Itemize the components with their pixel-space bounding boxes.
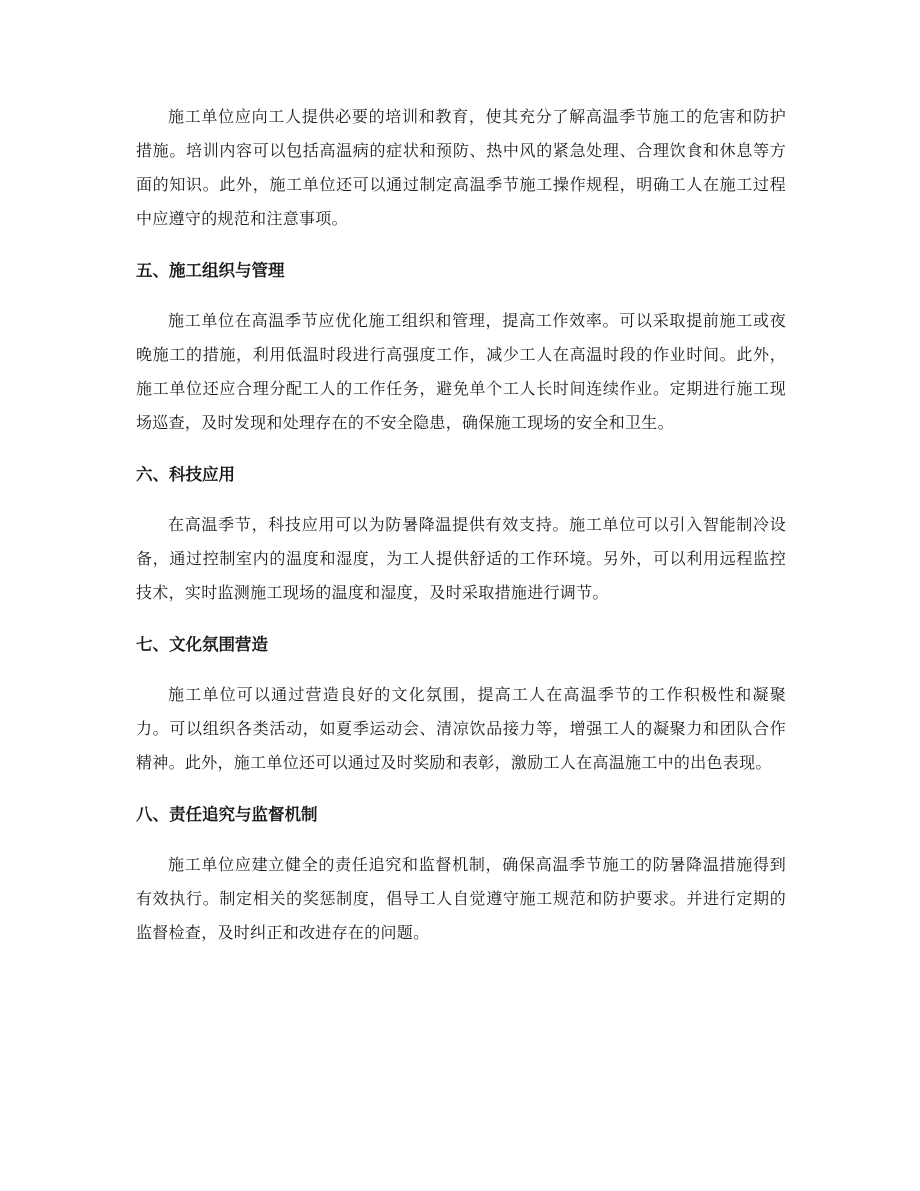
section-paragraph: 施工单位应建立健全的责任追究和监督机制，确保高温季节施工的防暑降温措施得到有效执行。制定相关的奖惩制度，倡导工人自觉遵守施工规范和防护要求。并进行定期的监督检查，及时纠正和改进存在的问题。 <box>136 855 786 942</box>
section-7 <box>136 628 786 780</box>
section-heading: 五、施工组织与管理 <box>136 261 285 280</box>
intro-paragraph: 施工单位应向工人提供必要的培训和教育，使其充分了解高温季节施工的危害和防护措施。培训内容可以包括高温病的症状和预防、热中风的紧急处理、合理饮食和休息等方面的知识。此外，施工单位还可以通过制定高温季节施工操作规程，明确工人在施工过程中应遵守的规范和注意事项。 <box>136 107 786 228</box>
section-paragraph: 施工单位可以通过营造良好的文化氛围，提高工人在高温季节的工作积极性和凝聚力。可以组织各类活动，如夏季运动会、清凉饮品接力等，增强工人的凝聚力和团队合作精神。此外，施工单位还可以通过及时奖励和表彰，激励工人在高温施工中的出色表现。 <box>136 685 786 772</box>
document-page <box>136 100 786 950</box>
section-heading: 七、文化氛围营造 <box>136 635 268 654</box>
section-8 <box>136 798 786 950</box>
section-5 <box>136 254 786 440</box>
section-heading: 六、科技应用 <box>136 465 235 484</box>
section-paragraph: 施工单位在高温季节应优化施工组织和管理，提高工作效率。可以采取提前施工或夜晚施工的措施，利用低温时段进行高强度工作，减少工人在高温时段的作业时间。此外，施工单位还应合理分配工人的工作任务，避免单个工人长时间连续作业。定期进行施工现场巡查，及时发现和处理存在的不安全隐患，确保施工现场的安全和卫生。 <box>136 311 786 432</box>
section-paragraph: 在高温季节，科技应用可以为防暑降温提供有效支持。施工单位可以引入智能制冷设备，通过控制室内的温度和湿度，为工人提供舒适的工作环境。另外，可以利用远程监控技术，实时监测施工现场的温度和湿度，及时采取措施进行调节。 <box>136 515 786 602</box>
section-heading: 八、责任追究与监督机制 <box>136 805 318 824</box>
section-6 <box>136 458 786 610</box>
